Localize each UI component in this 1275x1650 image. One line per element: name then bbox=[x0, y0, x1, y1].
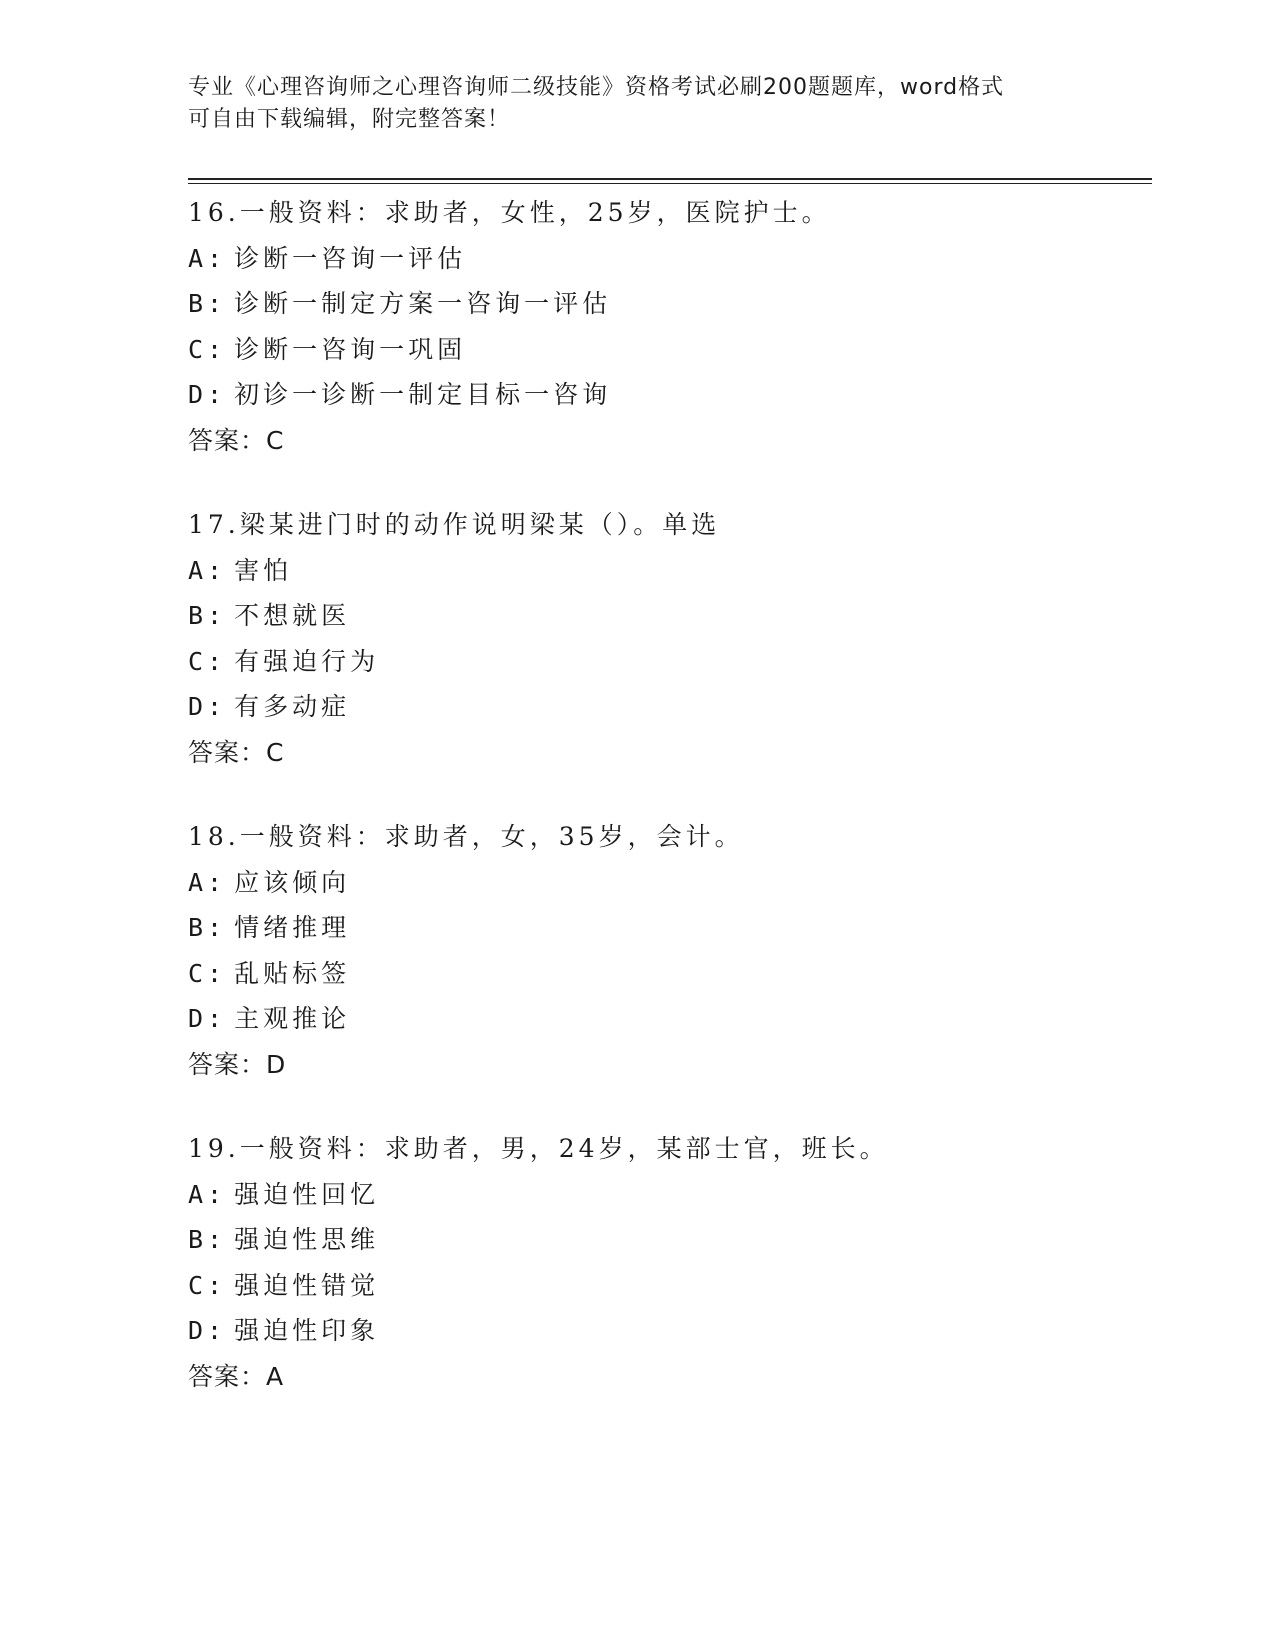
option-text: 有强迫行为 bbox=[234, 646, 380, 676]
option-text: 诊断一咨询一评估 bbox=[234, 243, 467, 273]
option-b bbox=[188, 1217, 1148, 1263]
option-a bbox=[188, 236, 1148, 282]
option-c bbox=[188, 327, 1148, 373]
option-d bbox=[188, 996, 1148, 1042]
option-key: C: bbox=[188, 334, 227, 364]
option-text: 强迫性错觉 bbox=[234, 1270, 380, 1300]
option-text: 诊断一咨询一巩固 bbox=[234, 334, 467, 364]
option-key: B: bbox=[188, 289, 227, 318]
question-stem: 18.一般资料：求助者，女，35岁，会计。 bbox=[188, 822, 744, 851]
header-divider-thick bbox=[188, 178, 1152, 180]
header-line-1: 专业《心理咨询师之心理咨询师二级技能》资格考试必刷200题题库，word格式 bbox=[188, 75, 1005, 100]
option-key: D: bbox=[188, 1316, 227, 1345]
option-key: C: bbox=[188, 1270, 227, 1300]
option-key: B: bbox=[188, 601, 227, 630]
option-key: A: bbox=[188, 867, 227, 897]
question-17 bbox=[188, 502, 1148, 775]
option-text: 乱贴标签 bbox=[234, 958, 351, 988]
option-d bbox=[188, 684, 1148, 730]
option-text: 强迫性思维 bbox=[234, 1225, 380, 1254]
answer-line: 答案：D bbox=[188, 1049, 287, 1079]
question-stem: 19.一般资料：求助者，男，24岁，某部士官，班长。 bbox=[188, 1134, 889, 1163]
option-text: 强迫性印象 bbox=[234, 1316, 380, 1345]
option-key: C: bbox=[188, 646, 227, 676]
option-key: D: bbox=[188, 692, 227, 721]
option-b bbox=[188, 593, 1148, 639]
question-list bbox=[188, 190, 1148, 1438]
option-key: A: bbox=[188, 243, 227, 273]
document-header bbox=[188, 72, 1068, 136]
option-key: D: bbox=[188, 380, 227, 409]
option-text: 应该倾向 bbox=[234, 867, 351, 897]
question-18 bbox=[188, 814, 1148, 1087]
option-key: C: bbox=[188, 958, 227, 988]
option-text: 不想就医 bbox=[234, 601, 351, 630]
option-a bbox=[188, 860, 1148, 906]
question-stem: 17.梁某进门时的动作说明梁某（）。单选 bbox=[188, 510, 721, 539]
option-c bbox=[188, 951, 1148, 997]
option-d bbox=[188, 1308, 1148, 1354]
option-text: 初诊一诊断一制定目标一咨询 bbox=[234, 380, 612, 409]
option-key: D: bbox=[188, 1004, 227, 1033]
question-stem: 16.一般资料：求助者，女性，25岁，医院护士。 bbox=[188, 198, 831, 227]
option-text: 主观推论 bbox=[234, 1004, 351, 1033]
option-key: A: bbox=[188, 555, 227, 585]
header-line-2: 可自由下载编辑，附完整答案！ bbox=[188, 107, 511, 132]
question-19 bbox=[188, 1126, 1148, 1399]
answer-line: 答案：C bbox=[188, 737, 285, 767]
option-c bbox=[188, 639, 1148, 685]
option-key: B: bbox=[188, 913, 227, 942]
option-key: A: bbox=[188, 1179, 227, 1209]
option-d bbox=[188, 372, 1148, 418]
option-b bbox=[188, 281, 1148, 327]
option-key: B: bbox=[188, 1225, 227, 1254]
option-a bbox=[188, 548, 1148, 594]
option-text: 有多动症 bbox=[234, 692, 351, 721]
option-text: 诊断一制定方案一咨询一评估 bbox=[234, 289, 612, 318]
option-c bbox=[188, 1263, 1148, 1309]
option-a bbox=[188, 1172, 1148, 1218]
answer-line: 答案：C bbox=[188, 425, 285, 455]
option-text: 情绪推理 bbox=[234, 913, 351, 942]
answer-line: 答案：A bbox=[188, 1361, 285, 1391]
header-divider-thin bbox=[188, 183, 1152, 184]
option-b bbox=[188, 905, 1148, 951]
option-text: 害怕 bbox=[234, 555, 293, 585]
question-16 bbox=[188, 190, 1148, 463]
option-text: 强迫性回忆 bbox=[234, 1179, 380, 1209]
